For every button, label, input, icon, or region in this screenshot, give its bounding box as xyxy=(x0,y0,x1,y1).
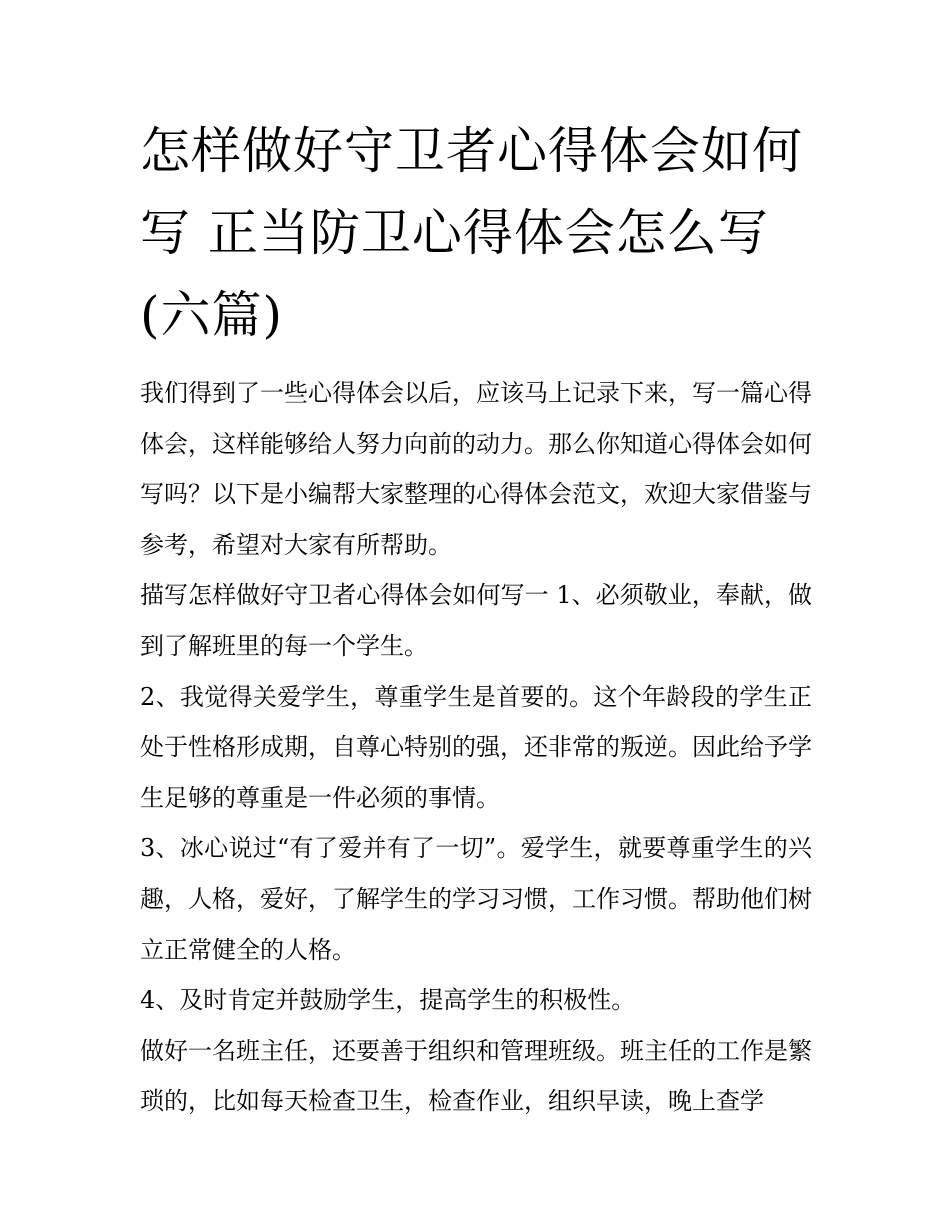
paragraph-point-3: 3、冰心说过“有了爱并有了一切”。爱学生，就要尊重学生的兴趣，人格，爱好，了解学生的学习习惯，工作习惯。帮助他们树立正常健全的人格。 xyxy=(140,834,812,964)
paragraph-class-management: 做好一名班主任，还要善于组织和管理班级。班主任的工作是繁琐的，比如每天检查卫生，检查作业，组织早读，晚上查学 xyxy=(140,1036,812,1116)
paragraph-point-2: 2、我觉得关爱学生，尊重学生是首要的。这个年龄段的学生正处于性格形成期，自尊心特别的强，还非常的叛逆。因此给予学生足够的尊重是一件必须的事情。 xyxy=(140,682,812,812)
document-title: 怎样做好守卫者心得体会如何写 正当防卫心得体会怎么写(六篇) xyxy=(140,122,803,344)
paragraph-point-1: 描写怎样做好守卫者心得体会如何写一 1、必须敬业，奉献，做到了解班里的每一个学生。 xyxy=(140,581,812,660)
paragraph-intro: 我们得到了一些心得体会以后，应该马上记录下来，写一篇心得体会，这样能够给人努力向前的动力。那么你知道心得体会如何写吗？以下是小编帮大家整理的心得体会范文，欢迎大家借鉴与参考，希望对大家有所帮助。 xyxy=(140,379,812,559)
document-page xyxy=(140,110,812,1127)
paragraph-point-4: 4、及时肯定并鼓励学生，提高学生的积极性。 xyxy=(140,986,636,1015)
